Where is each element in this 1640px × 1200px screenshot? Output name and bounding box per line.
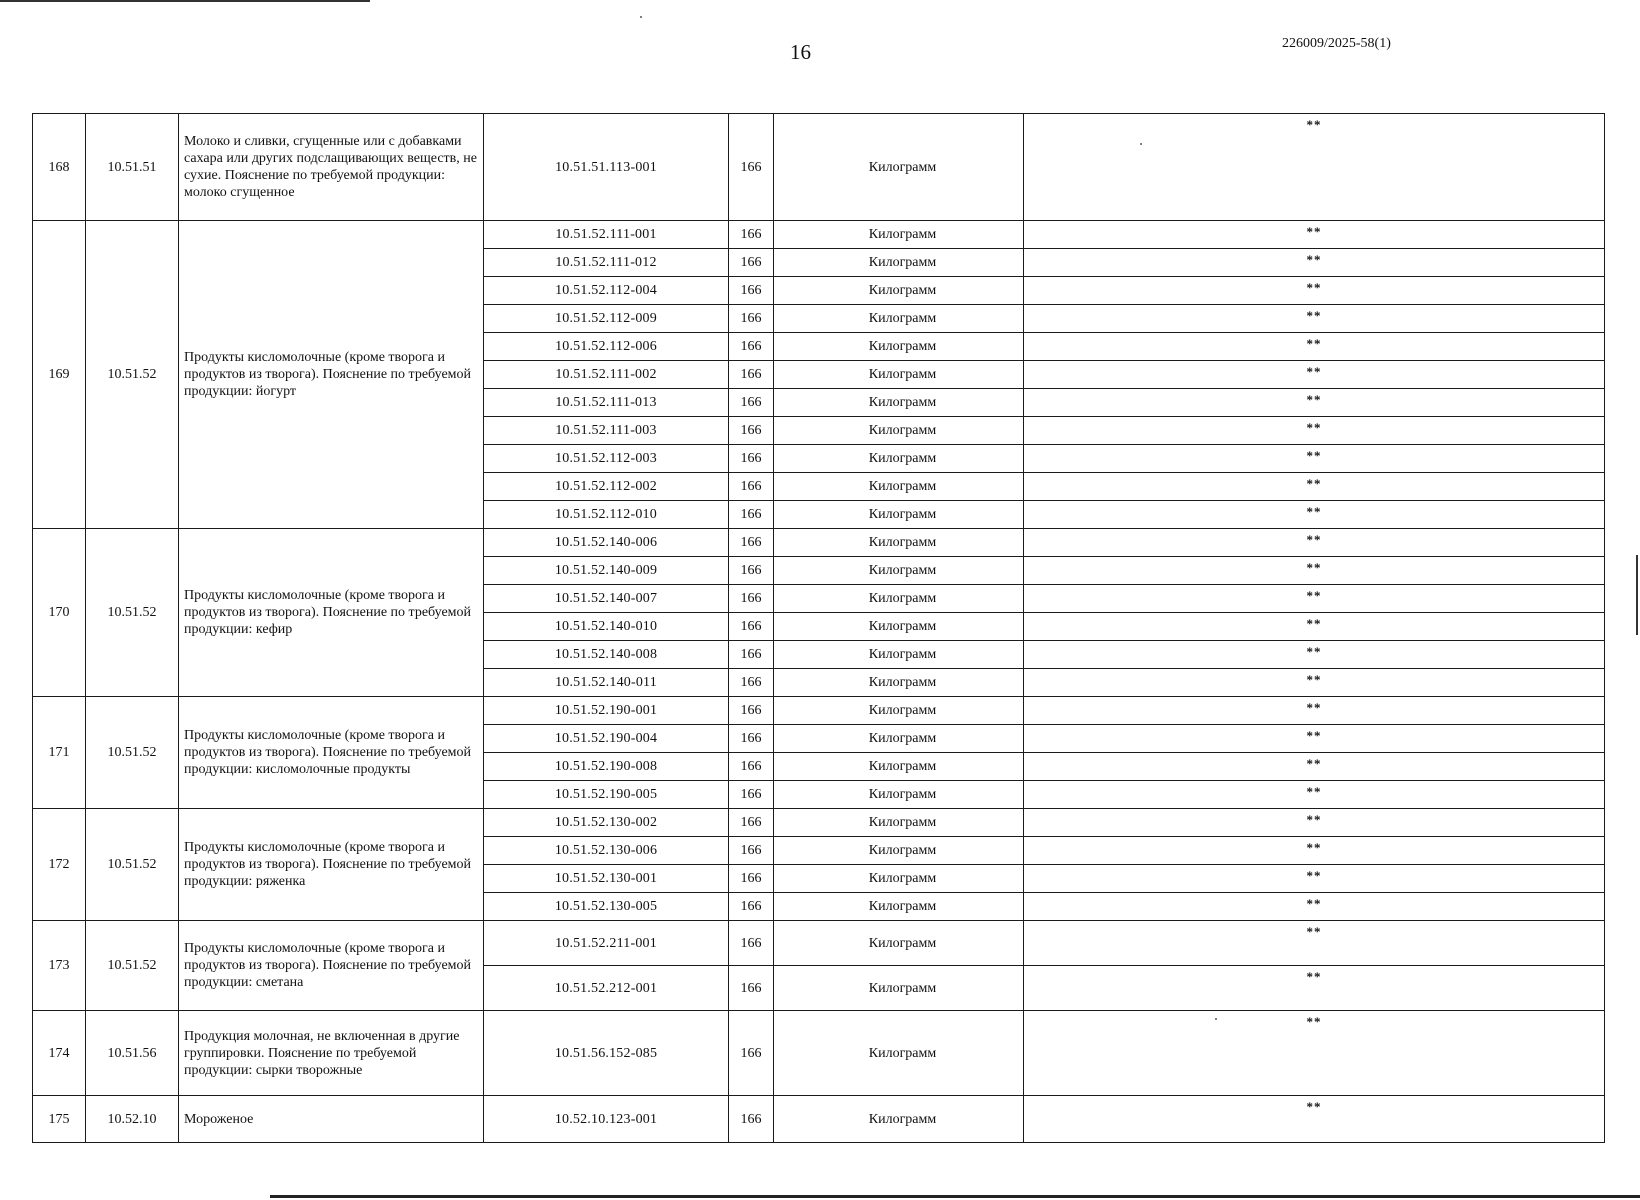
unit-name-cell: Килограмм (774, 249, 1024, 277)
unit-name-cell: Килограмм (774, 221, 1024, 249)
requirement-mark-cell: ** (1024, 753, 1605, 781)
unit-code-cell: 166 (729, 669, 774, 697)
unit-name-cell: Килограмм (774, 809, 1024, 837)
unit-name-cell: Килограмм (774, 781, 1024, 809)
scan-speck (640, 16, 642, 18)
unit-name-cell: Килограмм (774, 361, 1024, 389)
ktru-code-cell: 10.51.52.140-011 (484, 669, 729, 697)
requirement-mark-cell: ** (1024, 966, 1605, 1011)
requirement-mark-cell: ** (1024, 781, 1605, 809)
ktru-code-cell: 10.51.52.130-005 (484, 893, 729, 921)
ktru-code-cell: 10.51.52.140-008 (484, 641, 729, 669)
unit-code-cell: 166 (729, 361, 774, 389)
ktru-code-cell: 10.51.52.130-006 (484, 837, 729, 865)
table-row (33, 697, 1605, 725)
ktru-code-cell: 10.51.52.112-003 (484, 445, 729, 473)
unit-name-cell: Килограмм (774, 966, 1024, 1011)
requirement-mark-cell: ** (1024, 669, 1605, 697)
requirement-mark-cell: ** (1024, 921, 1605, 966)
unit-code-cell: 166 (729, 613, 774, 641)
unit-name-cell: Килограмм (774, 277, 1024, 305)
row-number-cell: 173 (33, 921, 86, 1011)
page-number: 16 (790, 40, 811, 64)
unit-code-cell: 166 (729, 809, 774, 837)
requirement-mark-cell: ** (1024, 249, 1605, 277)
unit-name-cell: Килограмм (774, 389, 1024, 417)
product-description-cell: Молоко и сливки, сгущенные или с добавками сахара или других подслащивающих веществ, не сухие. Пояснение по требуемой продукции: молоко сгущенное (179, 114, 484, 221)
requirement-mark-cell: ** (1024, 1011, 1605, 1096)
unit-name-cell: Килограмм (774, 585, 1024, 613)
ktru-code-cell: 10.51.52.212-001 (484, 966, 729, 1011)
unit-code-cell: 166 (729, 249, 774, 277)
requirement-mark-cell: ** (1024, 809, 1605, 837)
unit-name-cell: Килограмм (774, 753, 1024, 781)
ktru-code-cell: 10.51.52.112-002 (484, 473, 729, 501)
product-description-cell: Продукция молочная, не включенная в другие группировки. Пояснение по требуемой продукции: сырки творожные (179, 1011, 484, 1096)
table-row (33, 809, 1605, 837)
ktru-code-cell: 10.51.52.211-001 (484, 921, 729, 966)
ktru-code-cell: 10.51.52.190-008 (484, 753, 729, 781)
okpd-code-cell: 10.51.52 (86, 809, 179, 921)
table-row (33, 921, 1605, 966)
unit-code-cell: 166 (729, 277, 774, 305)
ktru-code-cell: 10.51.52.111-012 (484, 249, 729, 277)
unit-code-cell: 166 (729, 501, 774, 529)
unit-code-cell: 166 (729, 1011, 774, 1096)
unit-name-cell: Килограмм (774, 697, 1024, 725)
product-description-cell: Мороженое (179, 1096, 484, 1143)
unit-code-cell: 166 (729, 725, 774, 753)
ktru-code-cell: 10.51.52.112-010 (484, 501, 729, 529)
unit-name-cell: Килограмм (774, 865, 1024, 893)
row-number-cell: 169 (33, 221, 86, 529)
ktru-code-cell: 10.51.52.130-001 (484, 865, 729, 893)
requirement-mark-cell: ** (1024, 277, 1605, 305)
ktru-code-cell: 10.51.52.140-006 (484, 529, 729, 557)
unit-code-cell: 166 (729, 921, 774, 966)
table-row (33, 221, 1605, 249)
unit-code-cell: 166 (729, 445, 774, 473)
ktru-code-cell: 10.51.52.140-007 (484, 585, 729, 613)
ktru-code-cell: 10.52.10.123-001 (484, 1096, 729, 1143)
unit-code-cell: 166 (729, 865, 774, 893)
unit-code-cell: 166 (729, 893, 774, 921)
table-body (33, 114, 1605, 1143)
table-row (33, 529, 1605, 557)
okpd-code-cell: 10.51.56 (86, 1011, 179, 1096)
unit-code-cell: 166 (729, 333, 774, 361)
requirement-mark-cell: ** (1024, 473, 1605, 501)
unit-name-cell: Килограмм (774, 473, 1024, 501)
okpd-code-cell: 10.51.52 (86, 697, 179, 809)
ktru-code-cell: 10.51.52.112-006 (484, 333, 729, 361)
unit-code-cell: 166 (729, 221, 774, 249)
unit-name-cell: Килограмм (774, 529, 1024, 557)
products-table (32, 113, 1605, 1143)
unit-name-cell: Килограмм (774, 305, 1024, 333)
ktru-code-cell: 10.51.52.112-009 (484, 305, 729, 333)
unit-name-cell: Килограмм (774, 613, 1024, 641)
ktru-code-cell: 10.51.52.190-004 (484, 725, 729, 753)
requirement-mark-cell: ** (1024, 389, 1605, 417)
product-description-cell: Продукты кисломолочные (кроме творога и продуктов из творога). Пояснение по требуемой продукции: кефир (179, 529, 484, 697)
ktru-code-cell: 10.51.52.140-009 (484, 557, 729, 585)
requirement-mark-cell: ** (1024, 305, 1605, 333)
requirement-mark-cell: ** (1024, 333, 1605, 361)
ktru-code-cell: 10.51.52.112-004 (484, 277, 729, 305)
document-code: 226009/2025-58(1) (1282, 36, 1391, 51)
table-row (33, 114, 1605, 221)
row-number-cell: 174 (33, 1011, 86, 1096)
unit-name-cell: Килограмм (774, 921, 1024, 966)
requirement-mark-cell: ** (1024, 114, 1605, 221)
row-number-cell: 170 (33, 529, 86, 697)
ktru-code-cell: 10.51.52.190-005 (484, 781, 729, 809)
unit-name-cell: Килограмм (774, 893, 1024, 921)
requirement-mark-cell: ** (1024, 557, 1605, 585)
requirement-mark-cell: ** (1024, 445, 1605, 473)
row-number-cell: 168 (33, 114, 86, 221)
unit-name-cell: Килограмм (774, 669, 1024, 697)
okpd-code-cell: 10.51.51 (86, 114, 179, 221)
requirement-mark-cell: ** (1024, 641, 1605, 669)
row-number-cell: 171 (33, 697, 86, 809)
unit-code-cell: 166 (729, 1096, 774, 1143)
requirement-mark-cell: ** (1024, 1096, 1605, 1143)
okpd-code-cell: 10.51.52 (86, 921, 179, 1011)
requirement-mark-cell: ** (1024, 221, 1605, 249)
requirement-mark-cell: ** (1024, 837, 1605, 865)
ktru-code-cell: 10.51.52.130-002 (484, 809, 729, 837)
ktru-code-cell: 10.51.52.111-003 (484, 417, 729, 445)
product-description-cell: Продукты кисломолочные (кроме творога и продуктов из творога). Пояснение по требуемой продукции: йогурт (179, 221, 484, 529)
ktru-code-cell: 10.51.52.111-013 (484, 389, 729, 417)
okpd-code-cell: 10.51.52 (86, 529, 179, 697)
unit-code-cell: 166 (729, 641, 774, 669)
ktru-code-cell: 10.51.51.113-001 (484, 114, 729, 221)
requirement-mark-cell: ** (1024, 417, 1605, 445)
table-row (33, 1096, 1605, 1143)
okpd-code-cell: 10.51.52 (86, 221, 179, 529)
unit-name-cell: Килограмм (774, 837, 1024, 865)
unit-name-cell: Килограмм (774, 114, 1024, 221)
requirement-mark-cell: ** (1024, 501, 1605, 529)
requirement-mark-cell: ** (1024, 865, 1605, 893)
ktru-code-cell: 10.51.52.190-001 (484, 697, 729, 725)
unit-code-cell: 166 (729, 585, 774, 613)
ktru-code-cell: 10.51.56.152-085 (484, 1011, 729, 1096)
row-number-cell: 172 (33, 809, 86, 921)
product-description-cell: Продукты кисломолочные (кроме творога и продуктов из творога). Пояснение по требуемой продукции: ряженка (179, 809, 484, 921)
scan-edge-line (1636, 555, 1638, 635)
unit-code-cell: 166 (729, 837, 774, 865)
product-description-cell: Продукты кисломолочные (кроме творога и продуктов из творога). Пояснение по требуемой продукции: сметана (179, 921, 484, 1011)
row-number-cell: 175 (33, 1096, 86, 1143)
unit-name-cell: Килограмм (774, 445, 1024, 473)
table-row (33, 1011, 1605, 1096)
unit-name-cell: Килограмм (774, 1011, 1024, 1096)
unit-code-cell: 166 (729, 557, 774, 585)
ktru-code-cell: 10.51.52.140-010 (484, 613, 729, 641)
unit-name-cell: Килограмм (774, 725, 1024, 753)
scan-edge-line (270, 1195, 1640, 1198)
scan-edge-line (0, 0, 370, 2)
unit-code-cell: 166 (729, 114, 774, 221)
okpd-code-cell: 10.52.10 (86, 1096, 179, 1143)
unit-code-cell: 166 (729, 389, 774, 417)
unit-code-cell: 166 (729, 417, 774, 445)
unit-name-cell: Килограмм (774, 1096, 1024, 1143)
unit-name-cell: Килограмм (774, 641, 1024, 669)
requirement-mark-cell: ** (1024, 361, 1605, 389)
requirement-mark-cell: ** (1024, 613, 1605, 641)
requirement-mark-cell: ** (1024, 697, 1605, 725)
unit-name-cell: Килограмм (774, 417, 1024, 445)
unit-name-cell: Килограмм (774, 501, 1024, 529)
unit-code-cell: 166 (729, 473, 774, 501)
unit-code-cell: 166 (729, 305, 774, 333)
unit-code-cell: 166 (729, 753, 774, 781)
unit-code-cell: 166 (729, 966, 774, 1011)
unit-name-cell: Килограмм (774, 557, 1024, 585)
ktru-code-cell: 10.51.52.111-001 (484, 221, 729, 249)
unit-code-cell: 166 (729, 697, 774, 725)
requirement-mark-cell: ** (1024, 585, 1605, 613)
ktru-code-cell: 10.51.52.111-002 (484, 361, 729, 389)
unit-code-cell: 166 (729, 529, 774, 557)
unit-code-cell: 166 (729, 781, 774, 809)
product-description-cell: Продукты кисломолочные (кроме творога и продуктов из творога). Пояснение по требуемой продукции: кисломолочные продукты (179, 697, 484, 809)
unit-name-cell: Килограмм (774, 333, 1024, 361)
requirement-mark-cell: ** (1024, 893, 1605, 921)
requirement-mark-cell: ** (1024, 529, 1605, 557)
requirement-mark-cell: ** (1024, 725, 1605, 753)
